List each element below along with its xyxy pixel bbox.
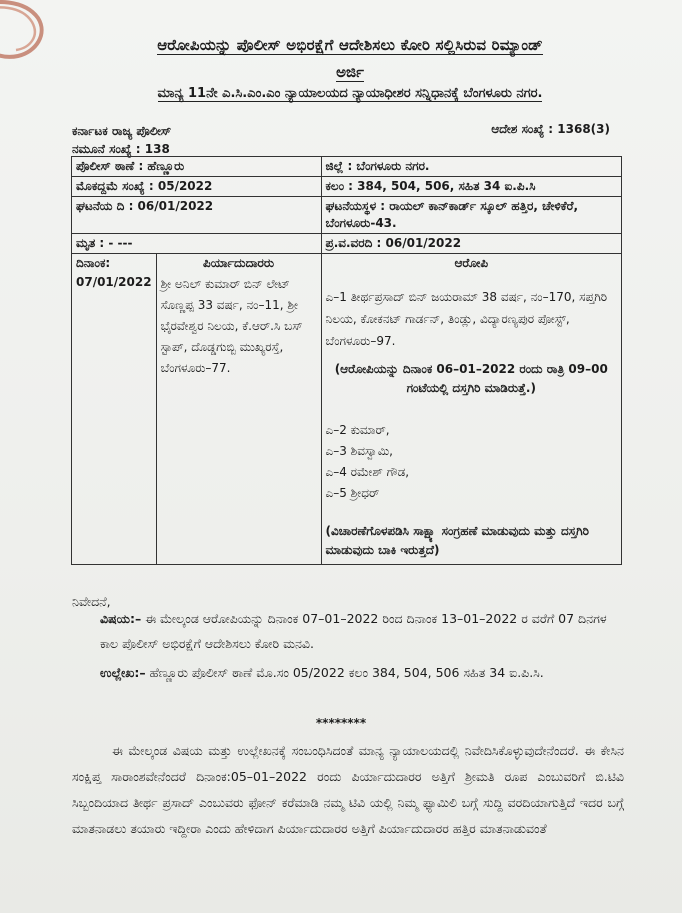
accused-a2: ಎ–2 ಕುಮಾರ್,	[325, 423, 390, 437]
police-station-cell: ಪೊಲೀಸ್ ಠಾಣೆ : ಹೆಣ್ಣೂರು	[72, 157, 322, 177]
table-row	[72, 254, 622, 565]
accused-a4: ಎ–4 ರಮೇಶ್ ಗೌಡ,	[325, 465, 410, 479]
date-value: 07/01/2022	[76, 275, 152, 289]
table-row	[72, 157, 622, 177]
section-separator: ********	[315, 716, 367, 730]
accused-column-header: ಆರೋಪಿ	[454, 256, 489, 270]
reference-block	[100, 660, 620, 685]
date-column-header: ದಿನಾಂಕ:	[76, 256, 111, 270]
complainant-column-cell	[156, 254, 321, 565]
reference-label: ಉಲ್ಲೇಖ:–	[100, 665, 146, 680]
subject-label: ವಿಷಯ:–	[100, 611, 142, 626]
order-number: ಆದೇಶ ಸಂಖ್ಯೆ : 1368(3)	[491, 122, 610, 136]
form-number: ನಮೂನೆ ಸಂಖ್ಯೆ : 138	[72, 142, 170, 156]
arrest-note: (ಆರೋಪಿಯನ್ನು ದಿನಾಂಕ 06–01–2022 ರಂದು ರಾತ್ರಿ 09–00 ಗಂಟೆಯಲ್ಲಿ ದಸ್ತಗಿರಿ ಮಾಡಿರುತ್ತೆ.)	[334, 362, 608, 395]
accused-column-cell	[321, 254, 621, 565]
date-column-cell	[72, 254, 157, 565]
table-row	[72, 197, 622, 234]
salutation: ನಿವೇದನೆ,	[72, 594, 111, 609]
accused-a1-details: ಎ–1 ತೀರ್ಥಪ್ರಸಾದ್ ಬಿನ್ ಜಯರಾಮ್ 38 ವರ್ಷ, ನಂ–170, ಸಪ್ತಗಿರಿ ನಿಲಯ, ಕೋಕನಟ್ ಗಾರ್ಡನ್, ತಿಂಡ್ಲು, ವಿದ್ಯಾರಣ್ಯಪುರ ಪೋಸ್ಟ್, ಬೆಂಗಳೂರು–97.	[325, 290, 608, 348]
accused-a3: ಎ–3 ಶಿವಸ್ವಾಮಿ,	[325, 444, 393, 458]
sections-cell: ಕಲಂ : 384, 504, 506, ಸಹಿತ 34 ಐ.ಪಿ.ಸಿ	[321, 177, 621, 197]
document-title-line1: ಆರೋಪಿಯನ್ನು ಪೊಲೀಸ್ ಅಭಿರಕ್ಷೆಗೆ ಆದೇಶಿಸಲು ಕೋರಿ ಸಲ್ಲಿಸಿರುವ ರಿಮ್ಯಾಂಡ್	[157, 36, 543, 54]
incident-place-cell: ಘಟನೆಯಸ್ಥಳ : ರಾಯಲ್ ಕಾನ್‌ಕಾರ್ಡ್ ಸ್ಕೂಲ್ ಹತ್ತಿರ, ಚೇಳಿಕೆರೆ, ಬೆಂಗಳೂರು-43.	[321, 197, 621, 234]
complainant-details: ಶ್ರೀ ಅನಿಲ್ ಕುಮಾರ್ ಬಿನ್ ಲೇಟ್ ಸೊಣ್ಣಪ್ಪ 33 ವರ್ಷ, ನಂ–11, ಶ್ರೀ ಭೈರವೇಶ್ವರ ನಿಲಯ, ಕೆ.ಆರ್.ಸಿ ಬಸ್ ಸ್ಟಾಪ್, ದೊಡ್ಡಗುಬ್ಬಿ ಮುಖ್ಯರಸ್ತೆ, ಬೆಂಗಳೂರು–77.	[160, 277, 303, 375]
district-cell: ಜಿಲ್ಲೆ : ಬೆಂಗಳೂರು ನಗರ.	[321, 157, 621, 177]
accused-a5: ಎ–5 ಶ್ರೀಧರ್	[325, 486, 380, 500]
department-name: ಕರ್ನಾಟಕ ರಾಜ್ಯ ಪೊಲೀಸ್	[72, 124, 172, 138]
fir-date-cell: ಪ್ರ.ವ.ವರದಿ : 06/01/2022	[321, 234, 621, 254]
document-title-line2: ಅರ್ಜಿ	[336, 63, 364, 81]
table-row	[72, 177, 622, 197]
department-block	[72, 122, 171, 158]
pending-note: (ವಿಚಾರಣೆಗೊಳಪಡಿಸಿ ಸಾಕ್ಷ್ಯಾ ಸಂಗ್ರಹಣೆ ಮಾಡುವುದು ಮತ್ತು ದಸ್ತಗಿರಿ ಮಾಡುವುದು ಬಾಕಿ ಇರುತ್ತದೆ)	[325, 524, 589, 557]
body-paragraph	[72, 738, 624, 842]
table-row	[72, 234, 622, 254]
court-address-line: ಮಾನ್ಯ 11ನೇ ಎ.ಸಿ.ಎಂ.ಎಂ ನ್ಯಾಯಾಲಯದ ನ್ಯಾಯಾಧೀಶರ ಸನ್ನಿಧಾನಕ್ಕೆ ಬೆಂಗಳೂರು ನಗರ.	[157, 86, 543, 101]
case-info-table	[71, 156, 622, 565]
subject-text: ಈ ಮೇಲ್ಕಂಡ ಆರೋಪಿಯನ್ನು ದಿನಾಂಕ 07–01–2022 ರಿಂದ ದಿನಾಂಕ 13–01–2022 ರ ವರೆಗೆ 07 ದಿನಗಳ ಕಾಲ ಪೊಲೀಸ್ ಅಭಿರಕ್ಷೆಗೆ ಆದೇಶಿಸಲು ಕೋರಿ ಮನವಿ.	[100, 611, 607, 651]
deceased-cell: ಮೃತ : - ---	[72, 234, 322, 254]
complainant-column-header: ಪಿರ್ಯಾದುದಾರರು	[203, 256, 275, 270]
reference-text: ಹೆಣ್ಣೂರು ಪೊಲೀಸ್ ಠಾಣೆ ಮೊ.ಸಂ 05/2022 ಕಲಂ 384, 504, 506 ಸಹಿತ 34 ಐ.ಪಿ.ಸಿ.	[149, 665, 544, 680]
incident-date-cell: ಘಟನೆಯ ದಿ : 06/01/2022	[72, 197, 322, 234]
paragraph-text: ಈ ಮೇಲ್ಕಂಡ ವಿಷಯ ಮತ್ತು ಉಲ್ಲೇಖನಕ್ಕೆ ಸಂಬಂಧಿಸಿದಂತೆ ಮಾನ್ಯ ನ್ಯಾಯಾಲಯದಲ್ಲಿ ನಿವೇದಿಸಿಕೊಳ್ಳುವುದೇನೆಂದರೆ. ಈ ಕೇಸಿನ ಸಂಕ್ಷಿಪ್ತ ಸಾರಾಂಶವೇನೆಂದರೆ ದಿನಾಂಕ:05–01–2022 ರಂದು ಪಿರ್ಯಾದುದಾರರ ಅತ್ತಿಗೆ ಶ್ರೀಮತಿ ರೂಪ ಎಂಬುವರಿಗೆ ಬಿ.ಟಿವಿ ಸಿಬ್ಬಂದಿಯಾದ ತೀರ್ಥ ಪ್ರಸಾದ್ ಎಂಬುವರು ಫೋನ್ ಕರೆಮಾಡಿ ನಮ್ಮ ಟಿವಿ ಯಲ್ಲಿ ನಿಮ್ಮ ಫ್ಯಾಮಿಲಿ ಬಗ್ಗೆ ಸುದ್ದಿ ವರದಿಯಾಗುತ್ತಿದೆ ಇದರ ಬಗ್ಗೆ ಮಾತನಾಡಲು ತಯಾರು ಇದ್ದೀರಾ ಎಂದು ಹೇಳಿದಾಗ ಪಿರ್ಯಾದುದಾರರ ಅತ್ತಿಗೆ ಪಿರ್ಯಾದುದಾರರ ಹತ್ತಿರ ಮಾತನಾಡುವಂತೆ	[72, 743, 624, 836]
subject-block	[100, 606, 620, 656]
case-number-cell: ಮೊಕದ್ದಮೆ ಸಂಖ್ಯೆ : 05/2022	[72, 177, 322, 197]
